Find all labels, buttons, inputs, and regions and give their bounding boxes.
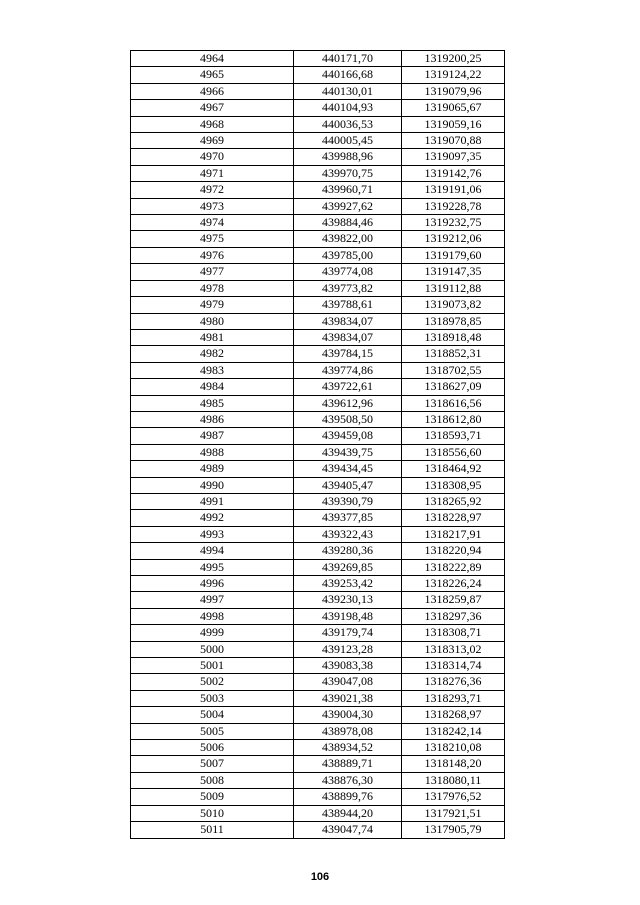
x-coordinate-cell: 439508,50: [294, 411, 402, 427]
point-number-cell: 4980: [131, 313, 294, 329]
point-number-cell: 4998: [131, 608, 294, 624]
point-number-cell: 4979: [131, 297, 294, 313]
x-coordinate-cell: 439774,86: [294, 362, 402, 378]
y-coordinate-cell: 1317905,79: [402, 822, 505, 838]
y-coordinate-cell: 1318080,11: [402, 772, 505, 788]
y-coordinate-cell: 1318308,95: [402, 477, 505, 493]
table-row: [131, 379, 505, 395]
point-number-cell: 4996: [131, 576, 294, 592]
y-coordinate-cell: 1318702,55: [402, 362, 505, 378]
point-number-cell: 4972: [131, 182, 294, 198]
y-coordinate-cell: 1319079,96: [402, 83, 505, 99]
point-number-cell: 4970: [131, 149, 294, 165]
y-coordinate-cell: 1318852,31: [402, 346, 505, 362]
x-coordinate-cell: 438889,71: [294, 756, 402, 772]
page-number: 106: [310, 871, 330, 883]
table-row: [131, 756, 505, 772]
table-row: [131, 280, 505, 296]
table-row: [131, 116, 505, 132]
y-coordinate-cell: 1319059,16: [402, 116, 505, 132]
point-number-cell: 4975: [131, 231, 294, 247]
y-coordinate-cell: 1318276,36: [402, 674, 505, 690]
table-row: [131, 723, 505, 739]
y-coordinate-cell: 1318148,20: [402, 756, 505, 772]
y-coordinate-cell: 1319232,75: [402, 215, 505, 231]
y-coordinate-cell: 1319179,60: [402, 247, 505, 263]
point-number-cell: 4977: [131, 264, 294, 280]
point-number-cell: 5001: [131, 658, 294, 674]
y-coordinate-cell: 1318228,97: [402, 510, 505, 526]
x-coordinate-cell: 439322,43: [294, 526, 402, 542]
point-number-cell: 4974: [131, 215, 294, 231]
x-coordinate-cell: 439179,74: [294, 625, 402, 641]
table-row: [131, 789, 505, 805]
y-coordinate-cell: 1318616,56: [402, 395, 505, 411]
x-coordinate-cell: 439988,96: [294, 149, 402, 165]
table-row: [131, 313, 505, 329]
x-coordinate-cell: 438978,08: [294, 723, 402, 739]
x-coordinate-cell: 439253,42: [294, 576, 402, 592]
y-coordinate-cell: 1318265,92: [402, 493, 505, 509]
x-coordinate-cell: 439970,75: [294, 165, 402, 181]
point-number-cell: 4992: [131, 510, 294, 526]
x-coordinate-cell: 439960,71: [294, 182, 402, 198]
y-coordinate-cell: 1318918,48: [402, 329, 505, 345]
point-number-cell: 4964: [131, 51, 294, 67]
table-row: [131, 559, 505, 575]
table-row: [131, 625, 505, 641]
table-row: [131, 740, 505, 756]
coordinates-table-body: [131, 51, 505, 839]
table-row: [131, 641, 505, 657]
table-row: [131, 592, 505, 608]
point-number-cell: 5000: [131, 641, 294, 657]
table-row: [131, 67, 505, 83]
table-row: [131, 165, 505, 181]
y-coordinate-cell: 1317976,52: [402, 789, 505, 805]
point-number-cell: 5005: [131, 723, 294, 739]
y-coordinate-cell: 1318222,89: [402, 559, 505, 575]
point-number-cell: 4990: [131, 477, 294, 493]
y-coordinate-cell: 1318627,09: [402, 379, 505, 395]
y-coordinate-cell: 1318217,91: [402, 526, 505, 542]
point-number-cell: 4984: [131, 379, 294, 395]
y-coordinate-cell: 1318978,85: [402, 313, 505, 329]
table-row: [131, 526, 505, 542]
x-coordinate-cell: 438944,20: [294, 805, 402, 821]
table-row: [131, 83, 505, 99]
point-number-cell: 4983: [131, 362, 294, 378]
point-number-cell: 4989: [131, 461, 294, 477]
y-coordinate-cell: 1318220,94: [402, 543, 505, 559]
x-coordinate-cell: 439927,62: [294, 198, 402, 214]
table-row: [131, 543, 505, 559]
point-number-cell: 4987: [131, 428, 294, 444]
table-row: [131, 608, 505, 624]
point-number-cell: 4971: [131, 165, 294, 181]
x-coordinate-cell: 438934,52: [294, 740, 402, 756]
y-coordinate-cell: 1318556,60: [402, 444, 505, 460]
table-row: [131, 658, 505, 674]
y-coordinate-cell: 1318210,08: [402, 740, 505, 756]
x-coordinate-cell: 439021,38: [294, 690, 402, 706]
y-coordinate-cell: 1318593,71: [402, 428, 505, 444]
table-row: [131, 707, 505, 723]
table-row: [131, 428, 505, 444]
table-row: [131, 149, 505, 165]
x-coordinate-cell: 439004,30: [294, 707, 402, 723]
table-row: [131, 346, 505, 362]
point-number-cell: 4965: [131, 67, 294, 83]
point-number-cell: 4966: [131, 83, 294, 99]
y-coordinate-cell: 1319228,78: [402, 198, 505, 214]
point-number-cell: 5007: [131, 756, 294, 772]
x-coordinate-cell: 439834,07: [294, 313, 402, 329]
table-row: [131, 822, 505, 838]
x-coordinate-cell: 439198,48: [294, 608, 402, 624]
point-number-cell: 4978: [131, 280, 294, 296]
x-coordinate-cell: 439280,36: [294, 543, 402, 559]
point-number-cell: 4968: [131, 116, 294, 132]
point-number-cell: 5009: [131, 789, 294, 805]
y-coordinate-cell: 1318268,97: [402, 707, 505, 723]
y-coordinate-cell: 1318314,74: [402, 658, 505, 674]
table-row: [131, 461, 505, 477]
x-coordinate-cell: 439822,00: [294, 231, 402, 247]
x-coordinate-cell: 439722,61: [294, 379, 402, 395]
y-coordinate-cell: 1319065,67: [402, 100, 505, 116]
point-number-cell: 5011: [131, 822, 294, 838]
y-coordinate-cell: 1318226,24: [402, 576, 505, 592]
x-coordinate-cell: 440130,01: [294, 83, 402, 99]
x-coordinate-cell: 439434,45: [294, 461, 402, 477]
table-row: [131, 215, 505, 231]
y-coordinate-cell: 1319191,06: [402, 182, 505, 198]
x-coordinate-cell: 439083,38: [294, 658, 402, 674]
point-number-cell: 4988: [131, 444, 294, 460]
point-number-cell: 5002: [131, 674, 294, 690]
y-coordinate-cell: 1318612,80: [402, 411, 505, 427]
point-number-cell: 5008: [131, 772, 294, 788]
point-number-cell: 5010: [131, 805, 294, 821]
x-coordinate-cell: 440171,70: [294, 51, 402, 67]
x-coordinate-cell: 440036,53: [294, 116, 402, 132]
x-coordinate-cell: 439784,15: [294, 346, 402, 362]
x-coordinate-cell: 439047,08: [294, 674, 402, 690]
table-row: [131, 329, 505, 345]
x-coordinate-cell: 439884,46: [294, 215, 402, 231]
y-coordinate-cell: 1318308,71: [402, 625, 505, 641]
table-row: [131, 362, 505, 378]
point-number-cell: 5004: [131, 707, 294, 723]
y-coordinate-cell: 1319097,35: [402, 149, 505, 165]
y-coordinate-cell: 1319212,06: [402, 231, 505, 247]
point-number-cell: 4995: [131, 559, 294, 575]
table-row: [131, 510, 505, 526]
point-number-cell: 4967: [131, 100, 294, 116]
y-coordinate-cell: 1318313,02: [402, 641, 505, 657]
table-row: [131, 444, 505, 460]
table-row: [131, 477, 505, 493]
point-number-cell: 4981: [131, 329, 294, 345]
x-coordinate-cell: 439788,61: [294, 297, 402, 313]
y-coordinate-cell: 1319112,88: [402, 280, 505, 296]
point-number-cell: 4993: [131, 526, 294, 542]
x-coordinate-cell: 440005,45: [294, 133, 402, 149]
x-coordinate-cell: 440166,68: [294, 67, 402, 83]
y-coordinate-cell: 1319073,82: [402, 297, 505, 313]
table-row: [131, 198, 505, 214]
point-number-cell: 4969: [131, 133, 294, 149]
table-row: [131, 772, 505, 788]
table-row: [131, 264, 505, 280]
x-coordinate-cell: 439612,96: [294, 395, 402, 411]
x-coordinate-cell: 439047,74: [294, 822, 402, 838]
point-number-cell: 4982: [131, 346, 294, 362]
table-row: [131, 231, 505, 247]
y-coordinate-cell: 1318464,92: [402, 461, 505, 477]
table-row: [131, 51, 505, 67]
x-coordinate-cell: 439230,13: [294, 592, 402, 608]
table-row: [131, 247, 505, 263]
table-row: [131, 576, 505, 592]
y-coordinate-cell: 1318242,14: [402, 723, 505, 739]
y-coordinate-cell: 1319142,76: [402, 165, 505, 181]
point-number-cell: 5006: [131, 740, 294, 756]
point-number-cell: 4986: [131, 411, 294, 427]
x-coordinate-cell: 438899,76: [294, 789, 402, 805]
point-number-cell: 5003: [131, 690, 294, 706]
point-number-cell: 4985: [131, 395, 294, 411]
table-row: [131, 297, 505, 313]
y-coordinate-cell: 1319070,88: [402, 133, 505, 149]
x-coordinate-cell: 439439,75: [294, 444, 402, 460]
x-coordinate-cell: 439785,00: [294, 247, 402, 263]
table-row: [131, 133, 505, 149]
coordinates-table: [130, 50, 505, 839]
y-coordinate-cell: 1319147,35: [402, 264, 505, 280]
point-number-cell: 4999: [131, 625, 294, 641]
point-number-cell: 4994: [131, 543, 294, 559]
y-coordinate-cell: 1317921,51: [402, 805, 505, 821]
table-row: [131, 411, 505, 427]
point-number-cell: 4973: [131, 198, 294, 214]
y-coordinate-cell: 1318293,71: [402, 690, 505, 706]
x-coordinate-cell: 439123,28: [294, 641, 402, 657]
x-coordinate-cell: 439377,85: [294, 510, 402, 526]
x-coordinate-cell: 439773,82: [294, 280, 402, 296]
x-coordinate-cell: 439405,47: [294, 477, 402, 493]
x-coordinate-cell: 438876,30: [294, 772, 402, 788]
x-coordinate-cell: 440104,93: [294, 100, 402, 116]
table-row: [131, 674, 505, 690]
y-coordinate-cell: 1319200,25: [402, 51, 505, 67]
y-coordinate-cell: 1318259,87: [402, 592, 505, 608]
x-coordinate-cell: 439774,08: [294, 264, 402, 280]
y-coordinate-cell: 1318297,36: [402, 608, 505, 624]
x-coordinate-cell: 439269,85: [294, 559, 402, 575]
x-coordinate-cell: 439834,07: [294, 329, 402, 345]
point-number-cell: 4997: [131, 592, 294, 608]
table-row: [131, 100, 505, 116]
table-row: [131, 493, 505, 509]
table-row: [131, 395, 505, 411]
x-coordinate-cell: 439459,08: [294, 428, 402, 444]
x-coordinate-cell: 439390,79: [294, 493, 402, 509]
point-number-cell: 4976: [131, 247, 294, 263]
point-number-cell: 4991: [131, 493, 294, 509]
table-row: [131, 805, 505, 821]
y-coordinate-cell: 1319124,22: [402, 67, 505, 83]
table-row: [131, 182, 505, 198]
table-row: [131, 690, 505, 706]
